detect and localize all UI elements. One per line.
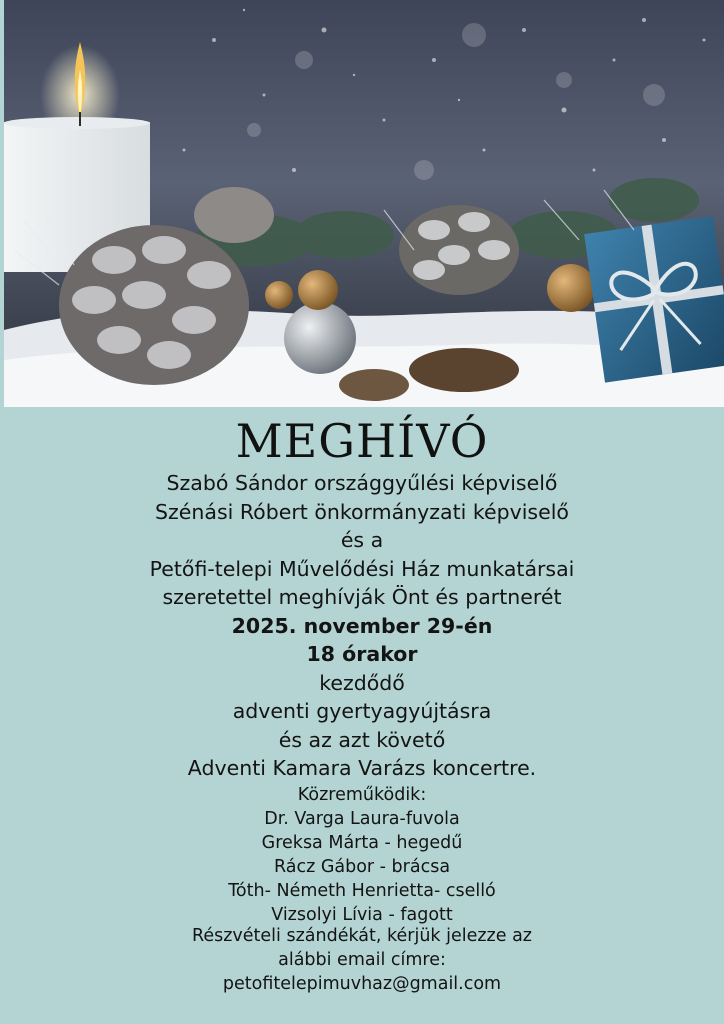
event-line: Adventi Kamara Varázs koncertre. bbox=[187, 756, 537, 780]
performer: Vizsolyi Lívia - fagott bbox=[271, 904, 453, 925]
event-date: 2025. november 29-én bbox=[231, 613, 493, 638]
rsvp-line: Részvételi szándékát, kérjük jelezze az bbox=[191, 926, 532, 946]
invitation-text bbox=[0, 407, 724, 927]
rsvp-section bbox=[0, 924, 724, 996]
performer: Greksa Márta - hegedű bbox=[261, 832, 463, 853]
christmas-candle-photo bbox=[4, 0, 724, 407]
performer: Tóth- Németh Henrietta- cselló bbox=[228, 880, 496, 901]
host-line: és a bbox=[340, 528, 384, 552]
event-line: és az azt követő bbox=[278, 727, 446, 752]
performers-heading: Közreműködik: bbox=[297, 784, 427, 805]
performer: Dr. Varga Laura-fuvola bbox=[264, 808, 460, 829]
invitation-title: MEGHÍVÓ bbox=[235, 414, 489, 468]
host-line: Szabó Sándor országgyűlési képviselő bbox=[166, 471, 558, 495]
rsvp-email[interactable]: petofitelepimuvhaz@gmail.com bbox=[222, 974, 502, 994]
event-line: kezdődő bbox=[319, 670, 405, 695]
rsvp-line: alábbi email címre: bbox=[278, 950, 446, 970]
host-line: szeretettel meghívják Önt és partnerét bbox=[162, 585, 562, 609]
event-line: adventi gyertyagyújtásra bbox=[232, 699, 492, 723]
performer: Rácz Gábor - brácsa bbox=[273, 856, 451, 877]
event-time: 18 órakor bbox=[306, 642, 418, 666]
host-line: Szénási Róbert önkormányzati képviselő bbox=[155, 499, 569, 524]
host-line: Petőfi-telepi Művelődési Ház munkatársai bbox=[149, 556, 575, 581]
